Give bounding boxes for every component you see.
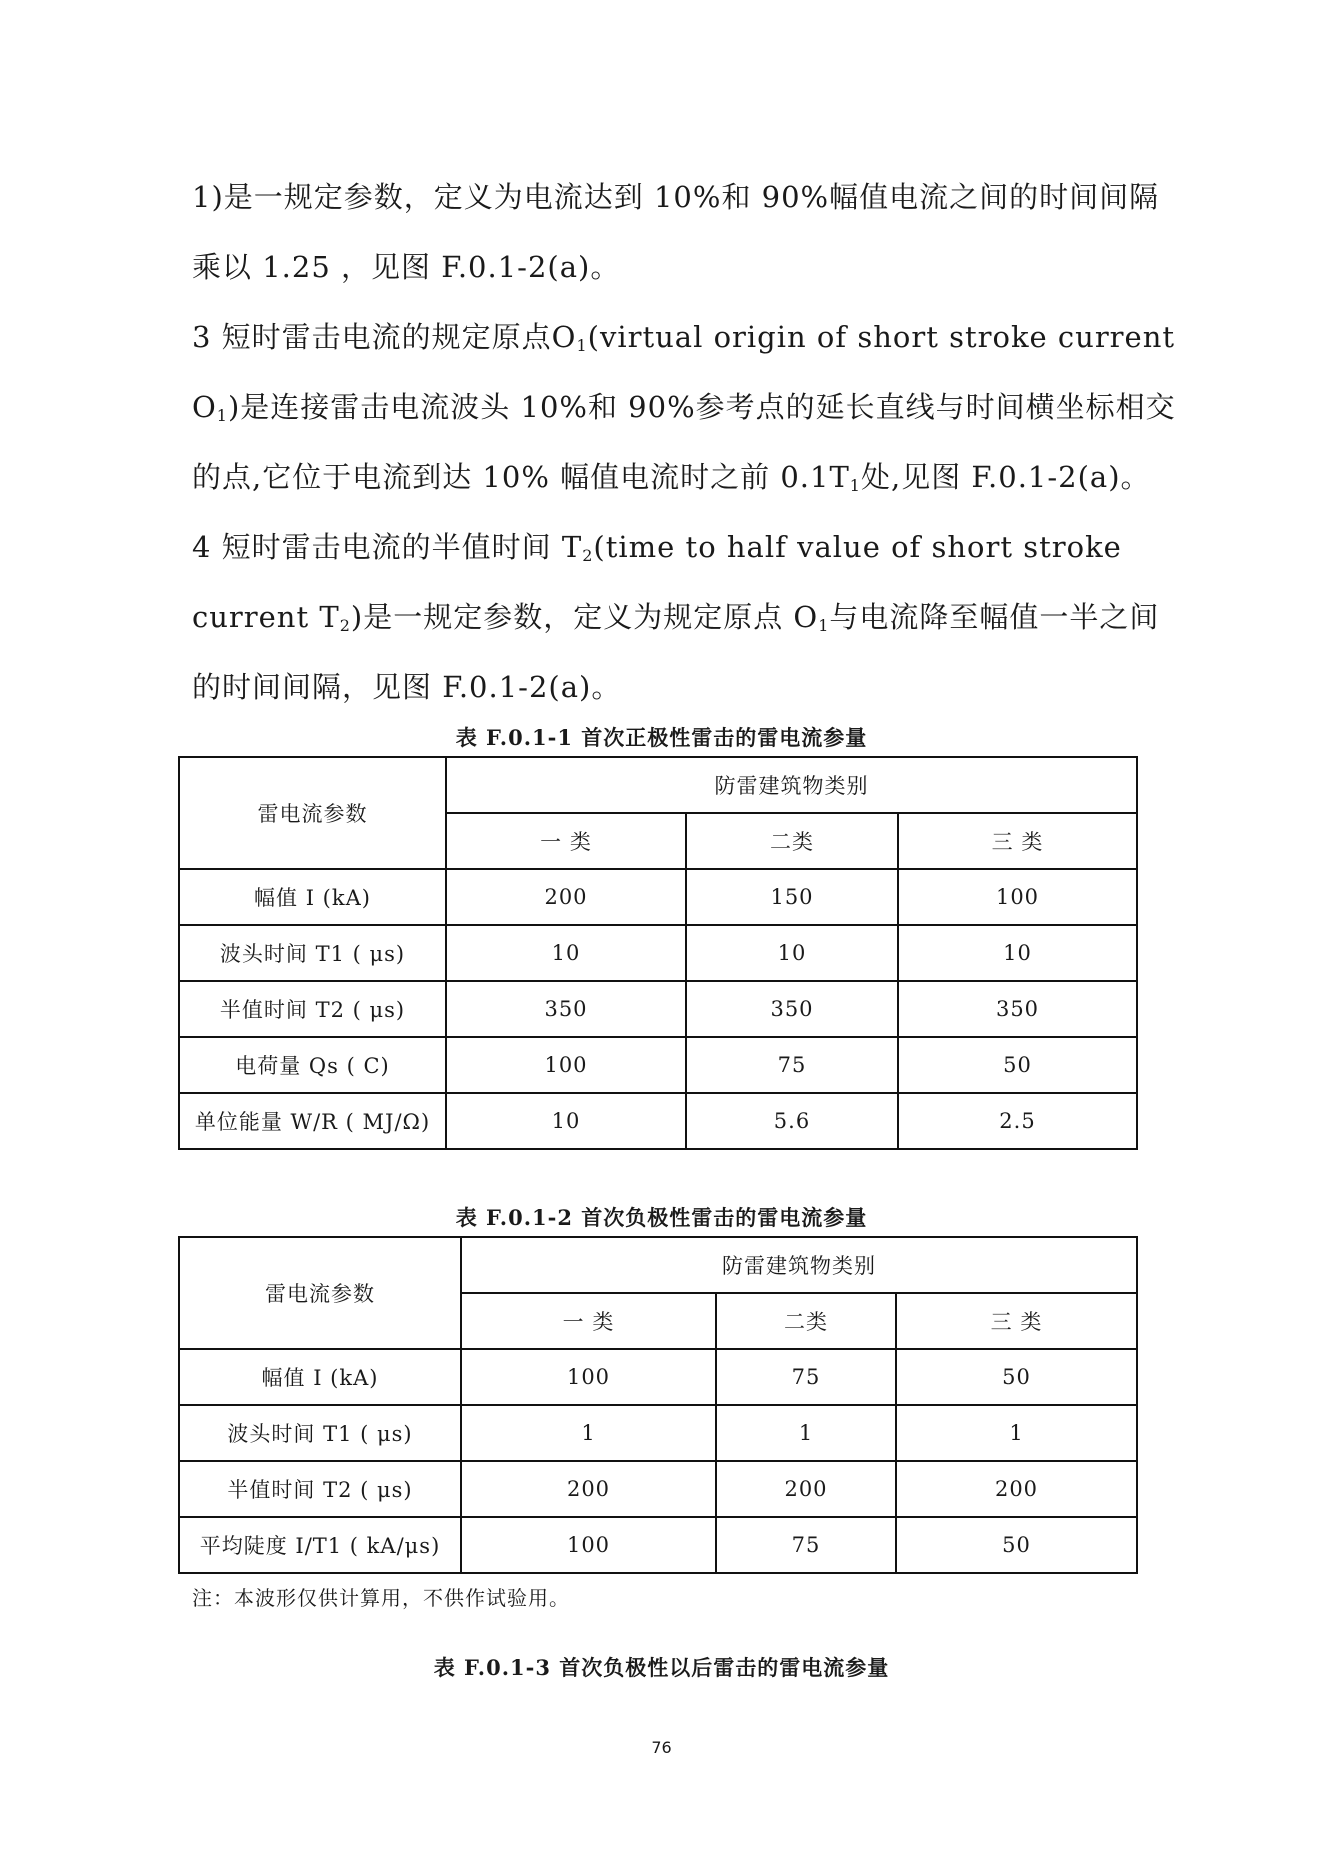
class-header-cell: 一 类	[461, 1293, 716, 1349]
value-cell: 200	[716, 1461, 896, 1517]
group-header-cell: 防雷建筑物类别	[461, 1237, 1137, 1293]
table-row	[179, 925, 1137, 981]
class-header-cell: 二类	[716, 1293, 896, 1349]
table1	[178, 756, 1138, 1150]
value-cell: 350	[898, 981, 1137, 1037]
row-label-cell: 波头时间 T1 ( μs)	[179, 1405, 461, 1461]
value-cell: 150	[686, 869, 898, 925]
body-text	[192, 162, 1176, 722]
table-header-row	[179, 757, 1137, 813]
paragraph-line	[192, 652, 1172, 722]
value-cell: 100	[446, 1037, 686, 1093]
table-row	[179, 1517, 1137, 1573]
value-cell: 75	[716, 1349, 896, 1405]
value-cell: 200	[461, 1461, 716, 1517]
text-span: 与电流降至幅值一半之间	[829, 600, 1160, 634]
class-header-cell: 一 类	[446, 813, 686, 869]
text-span: O	[192, 390, 217, 424]
value-cell: 10	[446, 1093, 686, 1149]
subscript: 1	[576, 336, 588, 355]
value-cell: 100	[898, 869, 1137, 925]
table-row	[179, 869, 1137, 925]
subscript: 1	[818, 616, 830, 635]
paragraph-line	[192, 442, 1172, 512]
value-cell: 10	[446, 925, 686, 981]
value-cell: 10	[686, 925, 898, 981]
subscript: 1	[216, 406, 228, 425]
subscript: 1	[849, 476, 861, 495]
text-span: (virtual origin of short stroke current	[587, 320, 1176, 354]
value-cell: 1	[461, 1405, 716, 1461]
value-cell: 50	[896, 1517, 1137, 1573]
table3-caption: 表 F.0.1-3 首次负极性以后雷击的雷电流参量	[433, 1655, 890, 1680]
table-row	[179, 1037, 1137, 1093]
table1-caption: 表 F.0.1-1 首次正极性雷击的雷电流参量	[455, 725, 868, 750]
row-label-cell: 幅值 I (kA)	[179, 1349, 461, 1405]
table-row	[179, 1349, 1137, 1405]
class-header-cell: 三 类	[898, 813, 1137, 869]
value-cell: 100	[461, 1349, 716, 1405]
text-span: )是一规定参数，定义为规定原点 O	[350, 600, 819, 634]
text-span: (time to half value of short stroke	[593, 530, 1122, 564]
text-span: 处,见图 F.0.1-2(a)。	[860, 460, 1151, 494]
table-row	[179, 1461, 1137, 1517]
text-span: 的点,它位于电流到达 10% 幅值电流时之前 0.1T	[192, 460, 850, 494]
value-cell: 75	[716, 1517, 896, 1573]
paragraph-line	[192, 302, 1176, 372]
text-span: )是连接雷击电流波头 10%和 90%参考点的延长直线与时间横坐标相交	[227, 390, 1176, 424]
value-cell: 350	[446, 981, 686, 1037]
row-label-cell: 波头时间 T1 ( μs)	[179, 925, 446, 981]
value-cell: 50	[898, 1037, 1137, 1093]
text-span: 的时间间隔，见图 F.0.1-2(a)。	[192, 670, 622, 704]
value-cell: 200	[896, 1461, 1137, 1517]
table2-caption: 表 F.0.1-2 首次负极性雷击的雷电流参量	[455, 1205, 868, 1230]
page-number: 76	[651, 1738, 672, 1757]
row-label-cell: 半值时间 T2 ( μs)	[179, 1461, 461, 1517]
text-span: 1)是一规定参数，定义为电流达到 10%和 90%幅值电流之间的时间间隔	[192, 180, 1160, 214]
table-row	[179, 1405, 1137, 1461]
row-label-cell: 平均陡度 I/T1 ( kA/μs)	[179, 1517, 461, 1573]
value-cell: 200	[446, 869, 686, 925]
row-label-cell: 半值时间 T2 ( μs)	[179, 981, 446, 1037]
paragraph-line	[192, 512, 1172, 582]
value-cell: 10	[898, 925, 1137, 981]
group-header-cell: 防雷建筑物类别	[446, 757, 1137, 813]
value-cell: 2.5	[898, 1093, 1137, 1149]
subscript: 2	[582, 546, 594, 565]
text-span: 3 短时雷击电流的规定原点O	[192, 320, 577, 354]
table2	[178, 1236, 1138, 1574]
text-span: current T	[192, 600, 340, 634]
class-header-cell: 二类	[686, 813, 898, 869]
row-label-cell: 电荷量 Qs ( C)	[179, 1037, 446, 1093]
paragraph-line	[192, 162, 1172, 232]
row-label-cell: 单位能量 W/R ( MJ/Ω)	[179, 1093, 446, 1149]
value-cell: 100	[461, 1517, 716, 1573]
row-label-cell: 幅值 I (kA)	[179, 869, 446, 925]
paragraph-line	[192, 372, 1176, 442]
text-span: 乘以 1.25 ，见图 F.0.1-2(a)。	[192, 250, 621, 284]
table-note: 注：本波形仅供计算用，不供作试验用。	[192, 1586, 570, 1610]
value-cell: 350	[686, 981, 898, 1037]
param-header-cell: 雷电流参数	[179, 757, 446, 869]
table-header-row	[179, 1237, 1137, 1293]
text-span: 4 短时雷击电流的半值时间 T	[192, 530, 583, 564]
value-cell: 1	[896, 1405, 1137, 1461]
table-row	[179, 981, 1137, 1037]
value-cell: 1	[716, 1405, 896, 1461]
subscript: 2	[339, 616, 351, 635]
value-cell: 5.6	[686, 1093, 898, 1149]
param-header-cell: 雷电流参数	[179, 1237, 461, 1349]
paragraph-line	[192, 232, 1172, 302]
table-row	[179, 1093, 1137, 1149]
class-header-cell: 三 类	[896, 1293, 1137, 1349]
paragraph-line	[192, 582, 1172, 652]
value-cell: 50	[896, 1349, 1137, 1405]
value-cell: 75	[686, 1037, 898, 1093]
